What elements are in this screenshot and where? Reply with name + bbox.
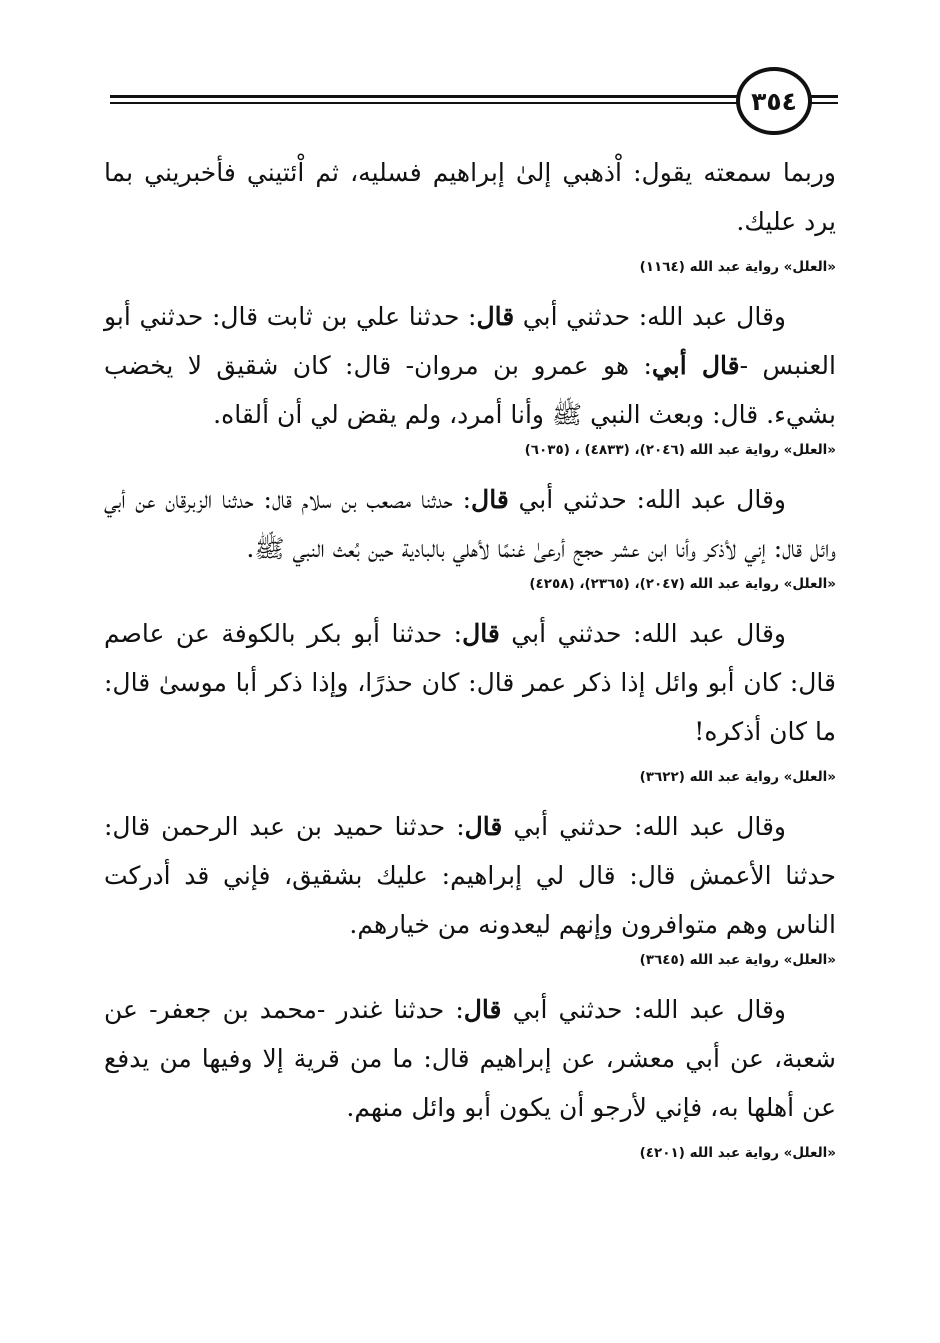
- source-reference: «العلل» رواية عبد الله (٢٠٤٦)، (٤٨٣٣) ، (٦٠٣٥): [524, 442, 836, 458]
- qal-keyword: قال: [462, 619, 500, 648]
- page-number: ٣٥٤: [736, 67, 812, 135]
- source-reference: «العلل» رواية عبد الله (٢٠٤٧)، (٢٣٦٥)، (٤٢٥٨): [529, 576, 836, 592]
- paragraph-text: وربما سمعته يقول: اْذهبي إلىٰ إبراهيم فسليه، ثم اْئتيني فأخبريني بما يرد عليك.: [104, 158, 836, 236]
- paragraph: [104, 985, 836, 1132]
- paragraph-intro: وقال عبد الله: حدثني أبي: [499, 619, 786, 648]
- source-reference: «العلل» رواية عبد الله (١١٦٤): [639, 259, 836, 275]
- paragraph-intro: وقال عبد الله: حدثني أبي: [501, 995, 786, 1024]
- qal-keyword: قال: [476, 302, 515, 331]
- paragraph: [104, 148, 836, 246]
- source-reference: «العلل» رواية عبد الله (٣٦٢٢): [639, 769, 836, 785]
- qal-keyword: قال: [471, 485, 509, 514]
- paragraph-text: : هو عمرو بن مروان- قال: كان شقيق لا يخضب بشيء. قال: وبعث النبي ﷺ وأنا أمرد، ولم يقض لي أن ألقاه.: [104, 351, 836, 429]
- source-reference: «العلل» رواية عبد الله (٤٢٠١): [639, 1145, 836, 1161]
- page-header: [110, 62, 840, 142]
- qal-keyword: قال: [463, 995, 502, 1024]
- paragraph-text: : حدثنا غندر -محمد بن جعفر- عن شعبة، عن أبي معشر، عن إبراهيم قال: ما من قرية إلا وفيها من يدفع عن أهلها به، فإني لأرجو أن يكون أبو وائل منهم.: [104, 995, 836, 1122]
- header-rule: [810, 102, 838, 104]
- header-rule: [110, 95, 738, 98]
- paragraph-text: : حدثنا علي بن ثابت قال: حدثني أبو العنبس -: [104, 302, 836, 380]
- paragraph: [104, 292, 836, 439]
- qal-abi-keyword: قال أبي: [651, 351, 740, 380]
- paragraph: [104, 609, 836, 756]
- paragraph-intro: وقال عبد الله: حدثني أبي: [502, 812, 786, 841]
- paragraph: [104, 475, 836, 573]
- paragraph: [104, 802, 836, 949]
- paragraph-text: : حدثنا حميد بن عبد الرحمن قال: حدثنا الأعمش قال: قال لي إبراهيم: عليك بشقيق، فإني قد أدركت الناس وهم متوافرون وإنهم ليعدونه من خيارهم.: [104, 812, 836, 939]
- header-rule: [810, 95, 838, 98]
- source-reference: «العلل» رواية عبد الله (٣٦٤٥): [639, 952, 836, 968]
- qal-keyword: قال: [464, 812, 503, 841]
- paragraph-text: : حدثنا أبو بكر بالكوفة عن عاصم قال: كان أبو وائل إذا ذكر عمر قال: كان حذرًا، وإذا ذكر أبا موسىٰ قال: ما كان أذكره!: [104, 619, 836, 746]
- paragraph-intro: وقال عبد الله: حدثني أبي: [508, 485, 786, 514]
- page-body: [104, 148, 836, 1164]
- paragraph-text: : حدثنا مصعب بن سلام قال: حدثنا الزبرقان عن أبي وائل قال: إني لأذكر وأنا ابن عشر حجج أرعىٰ غنمًا لأهلي بالبادية حين بُعث النبي ﷺ.: [104, 485, 836, 563]
- paragraph-intro: وقال عبد الله: حدثني أبي: [514, 302, 786, 331]
- header-rule: [110, 102, 738, 104]
